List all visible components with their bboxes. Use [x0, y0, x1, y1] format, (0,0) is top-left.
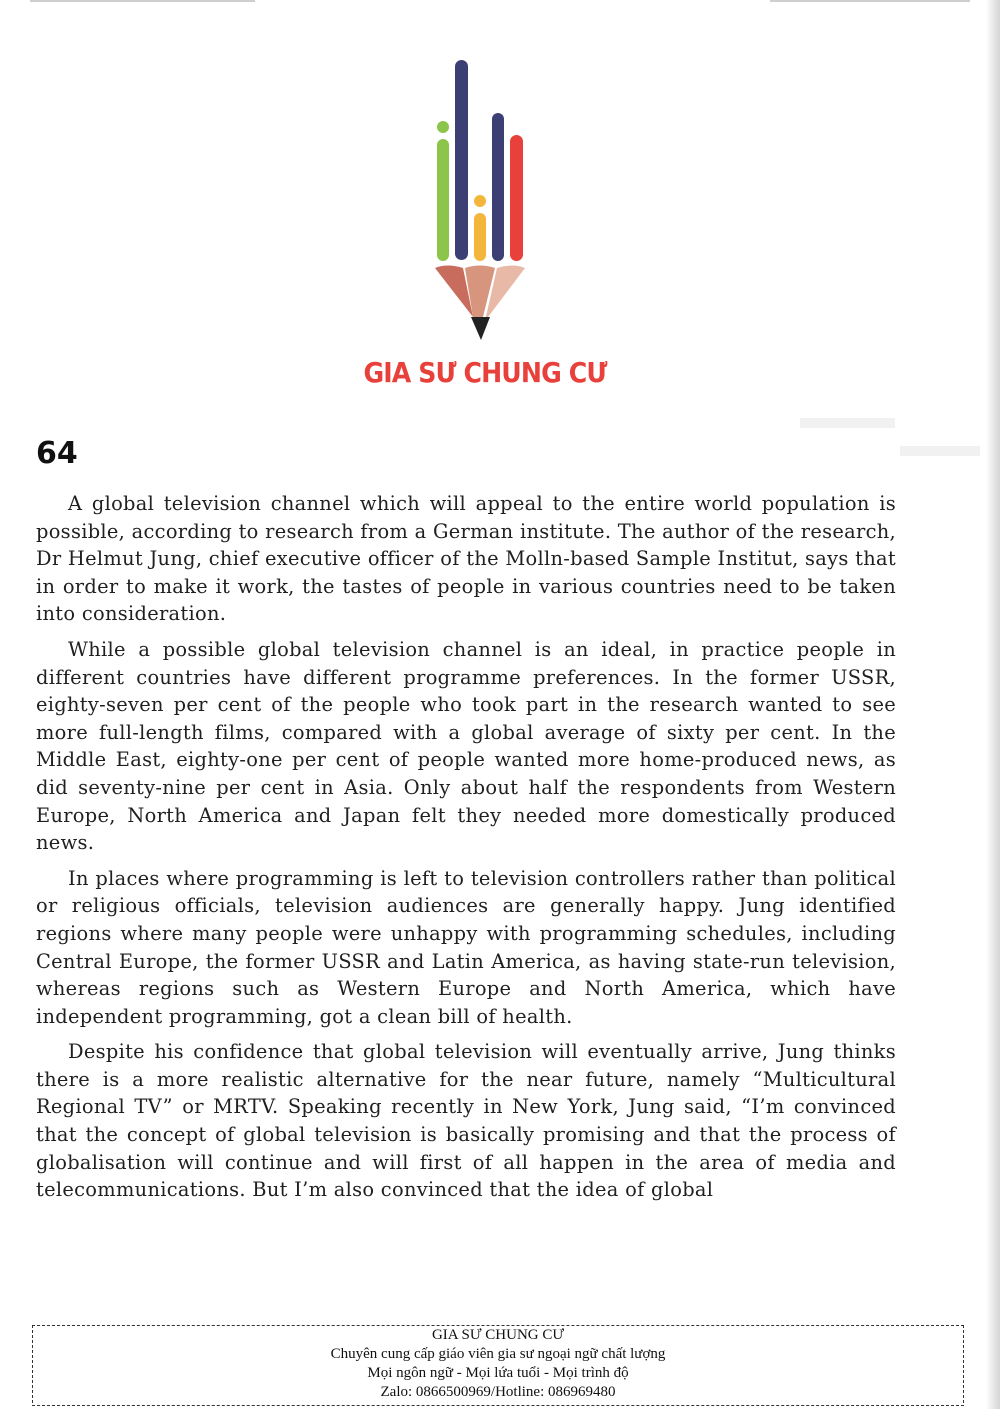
logo-bar-red [510, 135, 523, 261]
logo-bar-yellow-dot [474, 195, 486, 207]
scan-edge-line [770, 0, 970, 2]
article-paragraph: A global television channel which will appeal to the entire world population is possible, according to research from a German institute. The author of the research, Dr Helmut Jung, chief executive officer of the Molln-based Sample Institut, says that in order to make it work, the tastes of people in various countries need to be taken into consideration. [36, 492, 896, 626]
page-number: 64 [36, 436, 78, 471]
footer-company-name: GIA SƯ CHUNG CƯ [431, 1327, 565, 1343]
bleed-through-mark [900, 446, 980, 456]
footer-advert-box [32, 1325, 964, 1403]
scan-edge-line [30, 0, 255, 2]
logo-bar-yellow [474, 213, 486, 261]
article-paragraph: Despite his confidence that global television will eventually arrive, Jung thinks there is a more realistic alternative for the near future, namely “Multicultural Regional TV” or MRTV. Speaking recently in New York, Jung said, “I’m convinced that the concept of global television is basically promising and that the process of globalisation will continue and will first of all happen in the area of media and telecommunications. But I’m also convinced that the idea of global [36, 1040, 896, 1202]
brand-title: GIA SƯ CHUNG CƯ [363, 356, 607, 389]
logo-tip-mid [465, 266, 495, 326]
logo-bar-green-dot [437, 121, 449, 133]
article-paragraph: In places where programming is left to television controllers rather than political or religious officials, television audiences are generally happy. Jung identified regions where many people were unhappy with programming schedules, including Central Europe, the former USSR and Latin America, as having state-run television, whereas regions such as Western Europe and North America, which have independent programming, got a clean bill of health. [36, 866, 896, 1028]
footer-slogan: Mọi ngôn ngữ - Mọi lứa tuổi - Mọi trình độ [367, 1365, 629, 1381]
logo-bar-navy [455, 60, 468, 260]
pencil-logo-icon [425, 55, 540, 345]
logo-bar-navy-2 [492, 113, 504, 261]
article-body [36, 490, 896, 1212]
page-edge-shadow [986, 0, 1000, 1409]
article-paragraph: While a possible global television channel is an ideal, in practice people in different countries have different programme preferences. In the former USSR, eighty-seven per cent of the people who took part in the research wanted to see more full-length films, compared with a global average of sixty per cent. In the Middle East, eighty-one per cent of people wanted more home-produced news, as did seventy-nine per cent in Asia. Only about half the respondents from Western Europe, North America and Japan felt they needed more domestically produced news. [36, 637, 896, 855]
logo-tip-lead [471, 317, 490, 340]
footer-tagline: Chuyên cung cấp giáo viên gia sư ngoại ngữ chất lượng [330, 1346, 666, 1362]
footer-border-bottom [32, 1405, 964, 1406]
bleed-through-mark [800, 418, 895, 428]
logo-bar-green [437, 139, 449, 261]
footer-contact: Zalo: 0866500969/Hotline: 086969480 [380, 1384, 616, 1400]
